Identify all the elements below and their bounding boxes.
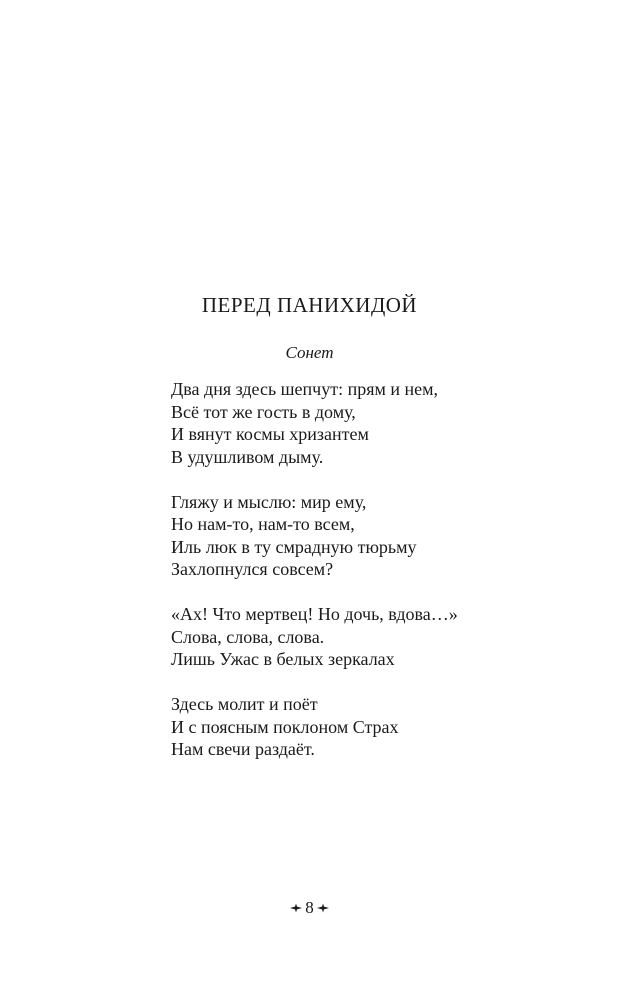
poem-line: И с поясным поклоном Страх	[171, 716, 399, 737]
poem-line: «Ах! Что мертвец! Но дочь, вдова…»	[171, 604, 458, 624]
page-number: 8	[305, 898, 314, 917]
poem-line: Но нам-то, нам-то всем,	[171, 514, 355, 534]
stanza-3	[171, 603, 591, 671]
poem-line: Гляжу и мыслю: мир ему,	[171, 491, 367, 512]
poem-line: Иль люк в ту смрадную тюрьму	[171, 536, 417, 557]
poem-line: Нам свечи раздаёт.	[171, 739, 315, 759]
diamond-star-icon	[317, 903, 329, 913]
poem-line: Всё тот же гость в дому,	[171, 401, 356, 422]
stanza-2	[171, 491, 591, 581]
diamond-star-icon	[290, 903, 302, 913]
poem-line: Два дня здесь шепчут: прям и нем,	[171, 379, 439, 399]
poem-line: Лишь Ужас в белых зеркалах	[171, 649, 395, 669]
poem-line: Здесь молит и поёт	[171, 694, 318, 714]
poem-line: И вянут космы хризантем	[171, 424, 369, 444]
stanza-1	[171, 378, 591, 468]
page-footer	[0, 898, 619, 918]
poem-title: ПЕРЕД ПАНИХИДОЙ	[201, 293, 418, 317]
poem-line: Слова, слова, слова.	[171, 626, 325, 647]
poem-line: В удушливом дыму.	[171, 446, 324, 467]
poem-subtitle: Сонет	[285, 343, 334, 362]
poem-body	[171, 378, 591, 783]
poem-line: Захлопнулся совсем?	[171, 559, 334, 579]
stanza-4	[171, 693, 591, 761]
